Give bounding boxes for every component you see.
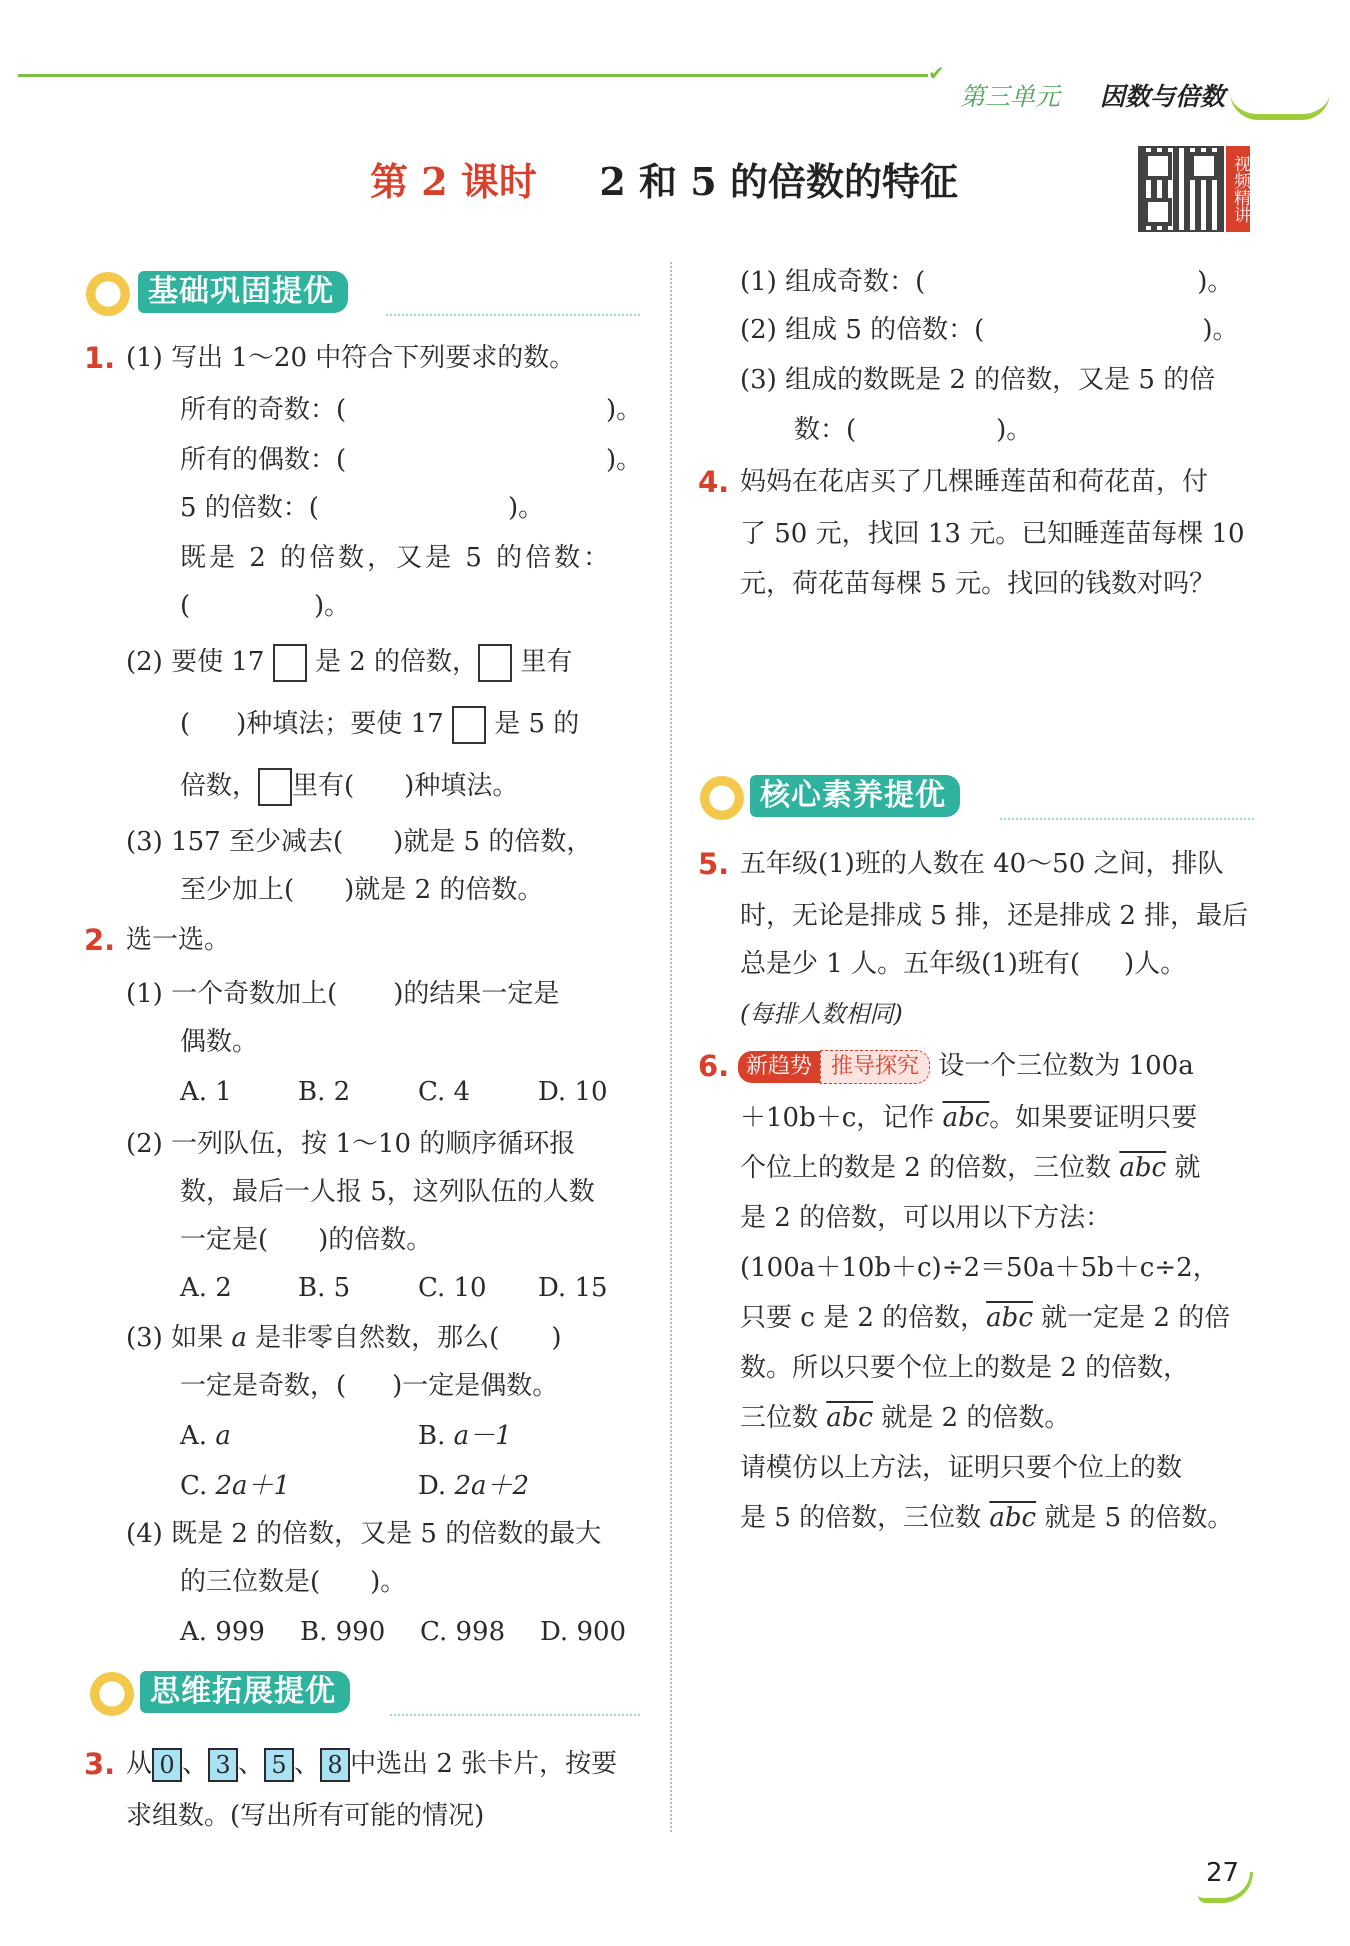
q5-line2: 时，无论是排成 5 排，还是排成 2 排，最后 — [740, 901, 1249, 931]
q2-s1-line2: 偶数。 — [180, 1027, 259, 1057]
column-divider — [670, 262, 672, 1832]
q3-b: 中选出 2 张卡片，按要 — [350, 1749, 618, 1779]
q6-line2 — [740, 1098, 1197, 1138]
q1-p2i: )种填法。 — [404, 771, 519, 801]
q6-line6 — [740, 1298, 1230, 1338]
q4-line2: 了 50 元，找回 13 元。已知睡莲苗每棵 10 — [740, 519, 1245, 549]
q6-l10a: 是 5 的倍数，三位数 — [740, 1503, 982, 1533]
q2-s3-opt-a[interactable] — [180, 1416, 231, 1456]
q1-p2a: (2) 要使 17 — [126, 647, 265, 677]
q3-r3c: )。 — [996, 415, 1033, 445]
q2-s2-opt-b[interactable]: B. 5 — [298, 1273, 351, 1303]
q3-r2a: (2) 组成 5 的倍数：( — [740, 315, 985, 345]
q5-line1: 五年级(1)班的人数在 40～50 之间，排队 — [740, 849, 1224, 879]
abc-symbol: $\overline{abc}$ — [826, 1403, 873, 1433]
opt-letter: C. — [180, 1471, 208, 1501]
q2-s3-opt-c[interactable] — [180, 1466, 290, 1506]
opt-letter: A. — [180, 1421, 208, 1451]
page-number: 27 — [1206, 1858, 1240, 1888]
q1-number: 1. — [84, 341, 116, 375]
q1-part2-line2 — [180, 704, 579, 744]
opt-text: 2a＋1 — [215, 1471, 291, 1501]
lesson-label: 第 2 课时 — [370, 159, 537, 204]
section-core-label: 核心素养提优 — [750, 775, 960, 817]
abc-symbol: $\overline{abc}$ — [989, 1503, 1037, 1533]
q1-p2b: 是 2 的倍数， — [314, 647, 479, 677]
q2-s1a: (1) 一个奇数加上( — [126, 979, 338, 1009]
q5-line4: (每排人数相同) — [740, 1000, 903, 1028]
header-check-icon: ✔ — [928, 61, 945, 85]
q1-odd-end: )。 — [606, 395, 643, 425]
q2-s2-opt-c[interactable]: C. 10 — [418, 1273, 487, 1303]
section-core-rule — [1000, 818, 1254, 820]
q3-r1a: (1) 组成奇数：( — [740, 267, 926, 297]
q2-s3a: (3) 如果 — [126, 1323, 224, 1353]
header-rule — [18, 74, 928, 77]
q5-l3b: )人。 — [1124, 949, 1187, 979]
q2-s4-opt-a[interactable]: A. 999 — [180, 1617, 265, 1647]
q3-r3-line1: (3) 组成的数既是 2 的倍数，又是 5 的倍 — [740, 365, 1216, 395]
q2-s2c: 一定是( — [180, 1225, 269, 1255]
sep: 、 — [238, 1749, 265, 1779]
q2-s4-opt-b[interactable]: B. 990 — [300, 1617, 386, 1647]
abc-symbol: $\overline{abc}$ — [1119, 1153, 1167, 1183]
number-card: 3 — [208, 1748, 238, 1782]
q2-s3-line1 — [126, 1318, 561, 1358]
sep: 、 — [294, 1749, 321, 1779]
opt-text: 2a＋2 — [454, 1471, 530, 1501]
q1-part2-line1 — [126, 642, 572, 682]
abc-symbol: $\overline{abc}$ — [942, 1103, 990, 1133]
q1-even-label: 所有的偶数：( — [180, 445, 347, 475]
q1-part1: (1) 写出 1～20 中符合下列要求的数。 — [126, 343, 576, 373]
q6-line3 — [740, 1148, 1200, 1188]
trophy-icon — [700, 776, 744, 820]
q2-s2-opt-a[interactable]: A. 2 — [180, 1273, 232, 1303]
q2-s2-line3 — [180, 1220, 432, 1260]
qr-code[interactable] — [1138, 146, 1224, 232]
q1-part3-line1 — [126, 822, 592, 862]
q2-s2-line1: (2) 一列队伍，按 1～10 的顺序循环报 — [126, 1129, 576, 1159]
derive-tag: 推导探究 — [820, 1050, 930, 1084]
q1-even-end: )。 — [606, 445, 643, 475]
q3-line1 — [126, 1744, 617, 1784]
q2-number: 2. — [84, 923, 116, 957]
q3-r3b: 数：( — [794, 415, 857, 445]
section-basic-rule — [386, 314, 640, 316]
q6-line9: 请模仿以上方法，证明只要个位上的数 — [740, 1453, 1183, 1483]
q3-r3-line2 — [794, 410, 1032, 450]
q5-line3 — [740, 944, 1186, 984]
q3-r1b: )。 — [1197, 267, 1234, 297]
q2-s3e: )一定是偶数。 — [392, 1371, 559, 1401]
q1-p2d: ( — [180, 709, 191, 739]
q2-s4b: 的三位数是( — [180, 1567, 321, 1597]
answer-box[interactable] — [258, 768, 292, 806]
q2-s1-opt-c[interactable]: C. 4 — [418, 1077, 471, 1107]
q2-s2d: )的倍数。 — [318, 1225, 433, 1255]
q1-p2f: 是 5 的 — [494, 709, 580, 739]
q6-l3a: 个位上的数是 2 的倍数，三位数 — [740, 1153, 1112, 1183]
q1-both-end: )。 — [314, 591, 351, 621]
sprout-icon — [90, 1672, 134, 1716]
q2-s2-opt-d[interactable]: D. 15 — [538, 1273, 608, 1303]
q5-number: 5. — [698, 847, 730, 881]
q1-both-label: 既是 2 的倍数，又是 5 的倍数： — [180, 543, 613, 573]
answer-box[interactable] — [452, 706, 486, 744]
qr-side-label: 视频精讲 — [1226, 146, 1250, 232]
q2-s3-line2 — [180, 1366, 558, 1406]
opt-text: a－1 — [453, 1421, 512, 1451]
q1-p2g: 倍数， — [180, 771, 259, 801]
q2-s4-line1: (4) 既是 2 的倍数，又是 5 的倍数的最大 — [126, 1519, 602, 1549]
page-number-swoosh — [1198, 1872, 1253, 1903]
q6-line4: 是 2 的倍数，可以用以下方法： — [740, 1203, 1112, 1233]
opt-letter: B. — [418, 1421, 446, 1451]
q6-l6a: 只要 c 是 2 的倍数， — [740, 1303, 987, 1333]
section-thinking-label: 思维拓展提优 — [140, 1671, 350, 1713]
header-swoosh — [1230, 92, 1330, 120]
q1-m5-end: )。 — [508, 493, 545, 523]
q2-s1-opt-b[interactable]: B. 2 — [298, 1077, 351, 1107]
q4-line3: 元，荷花苗每棵 5 元。找回的钱数对吗？ — [740, 569, 1216, 599]
q6-line1 — [738, 1046, 1194, 1086]
opt-letter: D. — [418, 1471, 447, 1501]
opt-text: a — [215, 1421, 231, 1451]
q6-l2a: ＋10b＋c，记作 — [740, 1103, 935, 1133]
q2-s1-opt-d[interactable]: D. 10 — [538, 1077, 608, 1107]
q6-l8a: 三位数 — [740, 1403, 819, 1433]
q1-p3b: )就是 5 的倍数， — [393, 827, 593, 857]
sep: 、 — [182, 1749, 209, 1779]
section-basic-label: 基础巩固提优 — [138, 271, 348, 313]
q2-s2-line2: 数，最后一人报 5，这列队伍的人数 — [180, 1177, 595, 1207]
section-thinking — [140, 1670, 350, 1714]
q2-s1-opt-a[interactable]: A. 1 — [180, 1077, 232, 1107]
number-card: 8 — [320, 1748, 350, 1782]
answer-box[interactable] — [273, 644, 307, 682]
q2-intro: 选一选。 — [126, 925, 231, 955]
q6-l10b: 就是 5 的倍数。 — [1044, 1503, 1234, 1533]
q6-number: 6. — [698, 1049, 730, 1083]
q1-p2h: 里有( — [292, 771, 355, 801]
q3-a: 从 — [126, 1749, 153, 1779]
q3-r2 — [740, 310, 1238, 350]
answer-box[interactable] — [478, 644, 512, 682]
q6-line5: (100a＋10b＋c)÷2＝50a＋5b＋c÷2， — [740, 1253, 1219, 1283]
q2-s3-opt-d[interactable] — [418, 1466, 529, 1506]
q1-p2c: 里有 — [520, 647, 573, 677]
q3-r1 — [740, 262, 1233, 302]
q2-s4-opt-d[interactable]: D. 900 — [540, 1617, 627, 1647]
q2-s3-var: a — [231, 1323, 247, 1353]
q1-p2e: )种填法；要使 17 — [236, 709, 444, 739]
page-title — [370, 156, 958, 208]
q1-odd-label: 所有的奇数：( — [180, 395, 347, 425]
header-topic: 因数与倍数 — [1100, 82, 1226, 111]
q3-line2: 求组数。(写出所有可能的情况) — [126, 1801, 485, 1831]
q1-p3d: )就是 2 的倍数。 — [344, 875, 544, 905]
lesson-name: 2 和 5 的倍数的特征 — [599, 159, 958, 204]
q2-s3c: ) — [551, 1323, 562, 1353]
q2-s1b: )的结果一定是 — [393, 979, 560, 1009]
q2-s4c: )。 — [370, 1567, 407, 1597]
q6-l2b: 。如果要证明只要 — [989, 1103, 1198, 1133]
q2-s1-line1 — [126, 974, 559, 1014]
q3-r2b: )。 — [1202, 315, 1239, 345]
trend-tag: 新趋势 — [738, 1051, 820, 1083]
q6-line10 — [740, 1498, 1233, 1538]
q2-s4-line2 — [180, 1562, 406, 1602]
q1-p3c: 至少加上( — [180, 875, 295, 905]
q4-number: 4. — [698, 465, 730, 499]
q2-s3d: 一定是奇数，( — [180, 1371, 347, 1401]
section-basic — [138, 270, 348, 314]
q1-p3a: (3) 157 至少减去( — [126, 827, 344, 857]
q6-l3b: 就 — [1174, 1153, 1201, 1183]
section-thinking-rule — [390, 1714, 640, 1716]
section-core — [750, 774, 960, 818]
number-card: 5 — [264, 1748, 294, 1782]
q6-l6b: 就一定是 2 的倍 — [1041, 1303, 1231, 1333]
q1-part2-line3 — [180, 766, 518, 806]
q2-s4-opt-c[interactable]: C. 998 — [420, 1617, 506, 1647]
q2-s3-opt-b[interactable] — [418, 1416, 512, 1456]
header-unit: 第三单元 — [960, 82, 1061, 111]
q5-l3a: 总是少 1 人。五年级(1)班有( — [740, 949, 1081, 979]
q1-m5-label: 5 的倍数：( — [180, 493, 319, 523]
q6-line8 — [740, 1398, 1070, 1438]
q6-l8b: 就是 2 的倍数。 — [881, 1403, 1071, 1433]
q6-l1: 设一个三位数为 100a — [938, 1051, 1194, 1081]
sun-icon — [86, 272, 130, 316]
q6-line7: 数。所以只要个位上的数是 2 的倍数， — [740, 1353, 1190, 1383]
number-card: 0 — [152, 1748, 182, 1782]
abc-symbol: $\overline{abc}$ — [986, 1303, 1033, 1333]
q3-number: 3. — [84, 1747, 116, 1781]
q1-part3-line2 — [180, 870, 543, 910]
q2-s3b: 是非零自然数，那么( — [255, 1323, 500, 1353]
q4-line1: 妈妈在花店买了几棵睡莲苗和荷花苗，付 — [740, 467, 1209, 497]
q1-both-blank: ( — [180, 591, 191, 621]
